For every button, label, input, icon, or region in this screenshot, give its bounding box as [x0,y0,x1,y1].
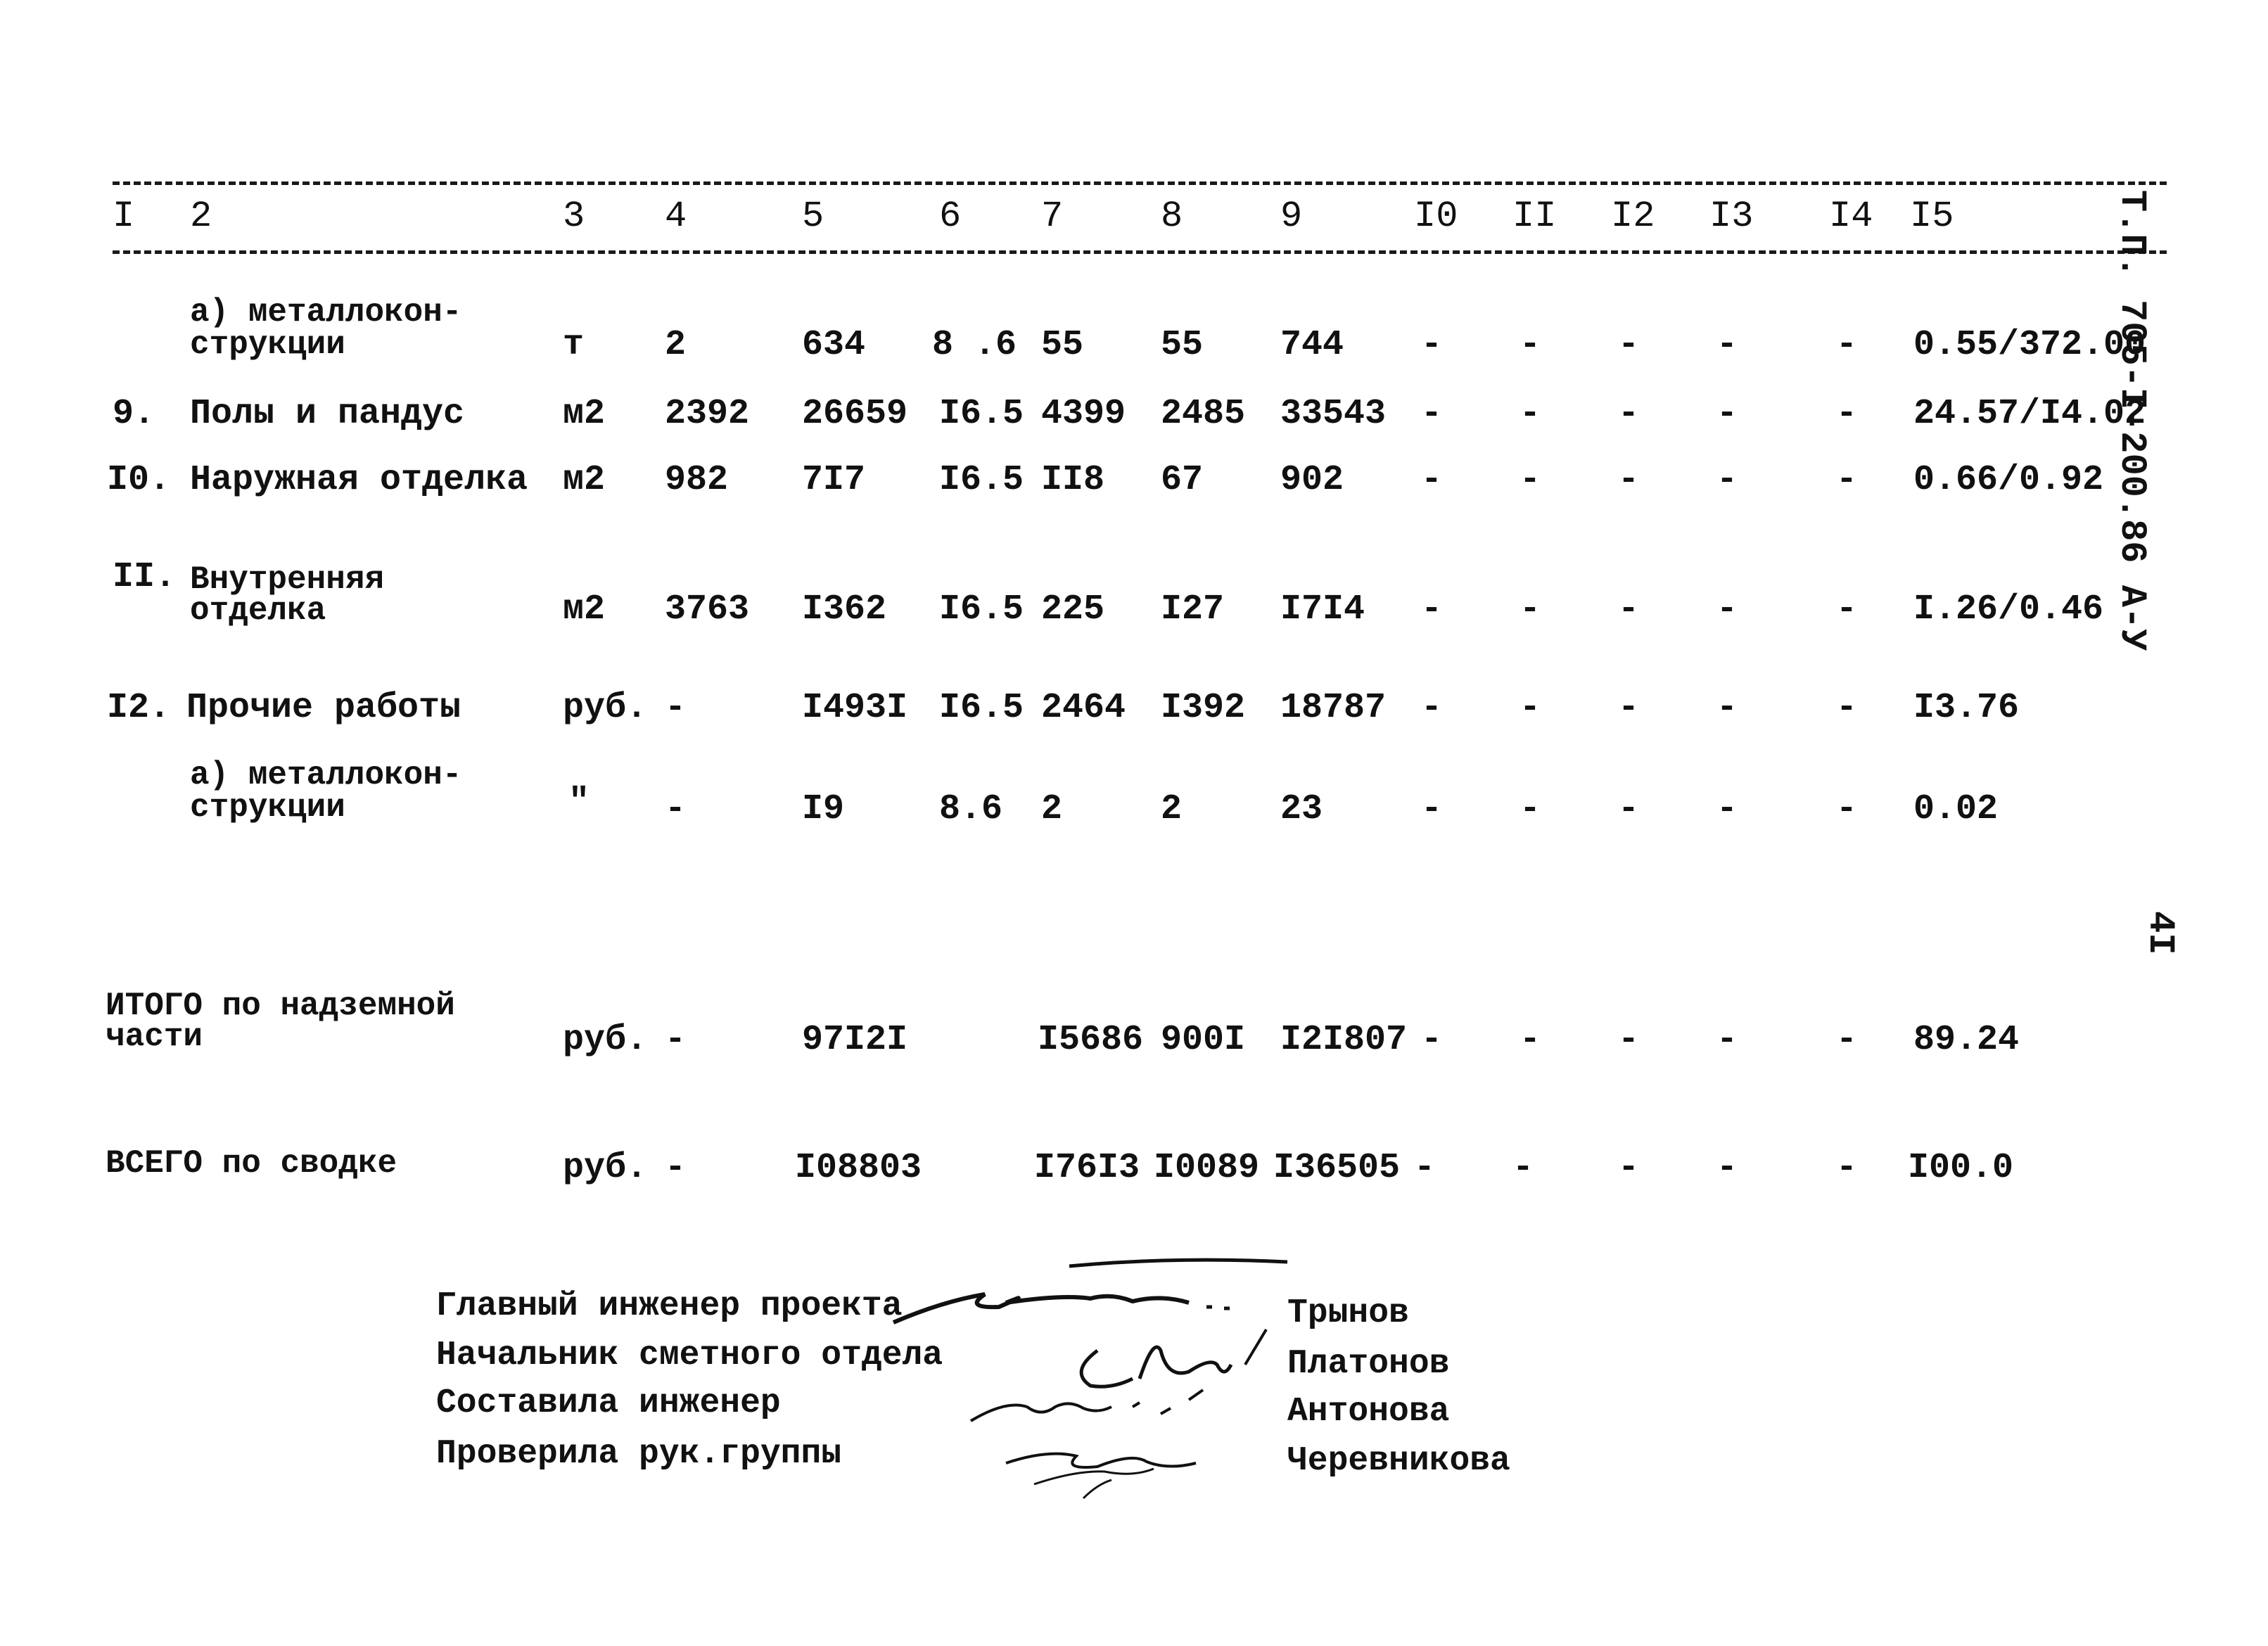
row-c6: 8 .6 [932,325,1017,365]
row-c15: 0.55/372.00 [1913,325,2146,365]
row-c9: 23 [1280,789,1323,829]
total-c14: - [1836,1148,1858,1188]
row-c11: - [1520,325,1541,365]
row-c4: - [665,789,687,829]
total-c4: - [665,1148,687,1188]
total-c4: - [665,1020,687,1060]
row-num: 9. [113,394,155,434]
header-col-5: 5 [802,196,824,237]
total-c10: - [1414,1148,1436,1188]
row-c14: - [1836,688,1858,728]
row-c11: - [1520,589,1541,630]
total-c9: I2I807 [1280,1020,1408,1060]
row-c7: 55 [1041,325,1084,365]
total-unit: руб. [563,1148,648,1188]
row-c8: I27 [1161,589,1225,630]
header-col-3: 3 [563,196,585,237]
handwritten-signature-4 [992,1428,1224,1505]
row-c13: - [1716,460,1738,500]
total-c7: I5686 [1038,1020,1144,1060]
row-c6: I6.5 [939,394,1024,434]
total-name-line1: ВСЕГО по сводке [106,1145,397,1182]
row-unit: руб. [563,688,648,728]
handwritten-signature-3 [964,1379,1231,1435]
total-c11: - [1520,1020,1541,1060]
row-c11: - [1520,789,1541,829]
total-c12: - [1618,1148,1640,1188]
signature-name-platonov: Платонов [1287,1345,1450,1383]
row-name-line1: Прочие работы [186,688,461,728]
total-c10: - [1421,1020,1443,1060]
row-c9: 33543 [1280,394,1387,434]
row-c8: 2485 [1161,394,1246,434]
header-col-9: 9 [1280,196,1303,237]
row-c9: 18787 [1280,688,1387,728]
header-col-15: I5 [1910,196,1954,237]
row-c12: - [1618,789,1640,829]
header-col-2: 2 [190,196,212,237]
row-unit: м2 [563,460,606,500]
row-c14: - [1836,589,1858,630]
row-c10: - [1421,325,1443,365]
row-c11: - [1520,460,1541,500]
row-c13: - [1716,394,1738,434]
row-name-line1: Наружная отделка [190,460,528,500]
header-top-rule [113,181,2167,185]
total-c14: - [1836,1020,1858,1060]
row-c10: - [1421,394,1443,434]
row-c6: 8.6 [939,789,1003,829]
signature-role-engineer: Составила инженер [436,1384,781,1422]
total-c8: 900I [1161,1020,1246,1060]
row-c4: 982 [665,460,729,500]
row-c4: 2 [665,325,687,365]
row-c13: - [1716,325,1738,365]
total-c5: 97I2I [802,1020,908,1060]
row-c8: 67 [1161,460,1204,500]
row-unit: " [568,782,590,822]
row-name-line2: отделка [190,592,326,629]
header-col-12: I2 [1611,196,1655,237]
row-num: II. [113,557,177,597]
row-c13: - [1716,789,1738,829]
row-c4: 2392 [665,394,750,434]
row-name-line1: а) металлокон- [190,294,462,331]
row-c6: I6.5 [939,688,1024,728]
row-c7: 2 [1041,789,1063,829]
row-c14: - [1836,394,1858,434]
row-c14: - [1836,789,1858,829]
row-c5: I9 [802,789,845,829]
row-c6: I6.5 [939,460,1024,500]
signature-role-chief-engineer: Главный инженер проекта [436,1287,903,1325]
row-c8: 55 [1161,325,1204,365]
row-c7: 2464 [1041,688,1126,728]
header-col-7: 7 [1041,196,1064,237]
row-c10: - [1421,460,1443,500]
row-c13: - [1716,688,1738,728]
row-c12: - [1618,325,1640,365]
header-col-14: I4 [1829,196,1873,237]
row-c8: 2 [1161,789,1183,829]
total-c11: - [1512,1148,1534,1188]
row-c15: 24.57/I4.02 [1913,394,2146,434]
total-c15: 89.24 [1913,1020,2020,1060]
row-name-line1: Полы и пандус [190,394,465,434]
row-c7: 4399 [1041,394,1126,434]
row-unit: м2 [563,394,606,434]
header-col-8: 8 [1161,196,1183,237]
row-unit: м2 [563,589,606,630]
row-name-line2: струкции [190,789,345,826]
row-c9: 902 [1280,460,1344,500]
row-c14: - [1836,460,1858,500]
signature-name-cherevnikova: Черевникова [1287,1442,1510,1480]
total-c9: I36505 [1273,1148,1401,1188]
row-c11: - [1520,688,1541,728]
total-c8: I0089 [1154,1148,1260,1188]
row-c14: - [1836,325,1858,365]
signature-name-trynov: Трынов [1287,1294,1409,1332]
total-c12: - [1618,1020,1640,1060]
header-col-1: I [113,196,135,237]
total-c13: - [1716,1148,1738,1188]
row-num: I0. [107,460,171,500]
row-num: I2. [107,688,171,728]
row-c5: 7I7 [802,460,866,500]
row-unit: т [563,325,585,365]
row-c5: I362 [802,589,887,630]
row-c11: - [1520,394,1541,434]
row-c9: I7I4 [1280,589,1365,630]
header-bottom-rule [113,250,2167,254]
row-c7: II8 [1041,460,1105,500]
row-c15: 0.02 [1913,789,1999,829]
total-unit: руб. [563,1020,648,1060]
total-c7: I76I3 [1034,1148,1140,1188]
document-code: Т.П. 705-I-200.86 А-У [2111,190,2153,651]
signature-role-group-lead: Проверила рук.группы [436,1435,842,1473]
row-c8: I392 [1161,688,1246,728]
row-c5: 26659 [802,394,908,434]
total-c13: - [1716,1020,1738,1060]
signature-role-estimate-head: Начальник сметного отдела [436,1336,943,1374]
row-name-line2: струкции [190,326,345,363]
signature-name-antonova: Антонова [1287,1393,1450,1431]
row-c7: 225 [1041,589,1105,630]
row-c9: 744 [1280,325,1344,365]
row-c15: 0.66/0.92 [1913,460,2104,500]
total-c5: I08803 [795,1148,922,1188]
header-col-4: 4 [665,196,687,237]
row-c4: - [665,688,687,728]
row-c5: 634 [802,325,866,365]
row-c12: - [1618,589,1640,630]
page-number: 4I [2139,911,2181,955]
row-c13: - [1716,589,1738,630]
header-col-11: II [1512,196,1557,237]
total-c15: I00.0 [1908,1148,2014,1188]
row-c4: 3763 [665,589,750,630]
row-c5: I493I [802,688,908,728]
row-c12: - [1618,394,1640,434]
total-name-line2: части [106,1019,203,1055]
row-c10: - [1421,688,1443,728]
row-c10: - [1421,789,1443,829]
row-c12: - [1618,460,1640,500]
row-name-line1: а) металлокон- [190,757,462,793]
handwritten-signature-1 [879,1252,1301,1329]
row-c15: I3.76 [1913,688,2020,728]
header-col-13: I3 [1709,196,1754,237]
row-c12: - [1618,688,1640,728]
header-col-6: 6 [939,196,962,237]
row-c6: I6.5 [939,589,1024,630]
total-name-line1: ИТОГО по надземной [106,988,455,1024]
header-col-10: I0 [1414,196,1458,237]
row-c10: - [1421,589,1443,630]
row-name-line1: Внутренняя [190,561,385,598]
row-c15: I.26/0.46 [1913,589,2104,630]
